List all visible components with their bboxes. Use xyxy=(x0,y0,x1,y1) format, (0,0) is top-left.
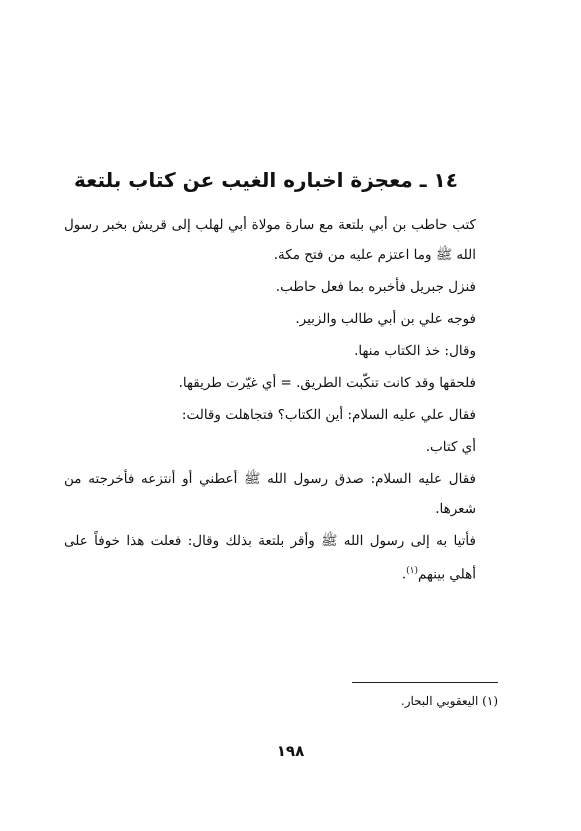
paragraph-5: فلحقها وقد كانت تنكّبت الطريق. = أي غيّرت طريقها. xyxy=(178,375,476,391)
section-title: ١٤ ـ معجزة اخباره الغيب عن كتاب بلتعة xyxy=(74,168,458,192)
footnote-divider xyxy=(352,682,498,683)
paragraph-9 xyxy=(64,526,498,590)
paragraph-9-text: فأتيا به إلى رسول الله ﷺ وأقر بلتعة بذلك وقال: فعلت هذا خوفاً على أهلي بينهم xyxy=(64,533,476,583)
paragraph-9-ending: . xyxy=(401,566,407,583)
paragraph-3: فوجه علي بن أبي طالب والزبير. xyxy=(295,311,476,327)
paragraph-2: فنزل جبريل فأخبره بما فعل حاطب. xyxy=(275,279,476,295)
body-text xyxy=(64,210,498,592)
paragraph-6: فقال علي عليه السلام: أين الكتاب؟ فتجاهلت وقالت: xyxy=(181,407,476,423)
paragraph-1: كتب حاطب بن أبي بلتعة مع سارة مولاة أبي لهلب إلى قريش بخبر رسول الله ﷺ وما اعتزم عليه من فتح مكة. xyxy=(64,217,476,263)
footnote-reference: (١) xyxy=(406,566,418,576)
paragraph-7: أي كتاب. xyxy=(425,439,476,455)
paragraph-4: وقال: خذ الكتاب منها. xyxy=(354,343,476,359)
page-number: ١٩٨ xyxy=(276,742,305,760)
paragraph-8: فقال عليه السلام: صدق رسول الله ﷺ أعطني أو أنتزعه فأخرجته من شعرها. xyxy=(64,471,476,517)
footnote-text: (١) اليعقوبي البحار. xyxy=(400,694,498,708)
